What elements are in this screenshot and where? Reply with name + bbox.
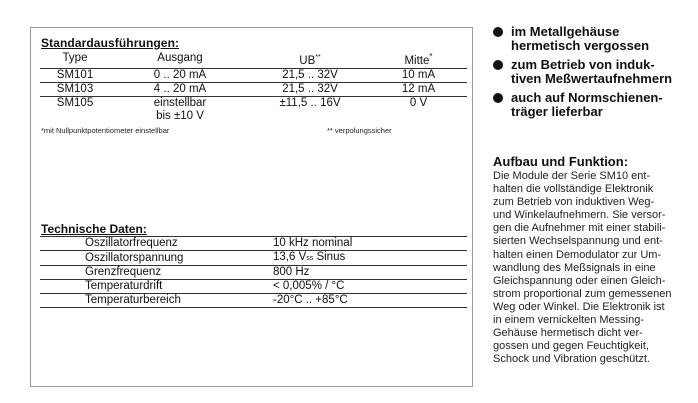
footnote-polarity: ** verpolungssicher (327, 126, 392, 135)
table-row (40, 68, 467, 82)
description-line: wandlung des Meßsignals in eine (493, 261, 656, 274)
description-line: und Winkelaufnehmern. Sie versor- (493, 209, 666, 222)
header-type: Type (40, 50, 110, 68)
table-row (40, 294, 467, 308)
description-line: Die Module der Serie SM10 ent- (493, 170, 651, 182)
tech-value-voltage: 13,6 V (273, 251, 307, 263)
cell-ub: ±11,5 .. 16V (279, 96, 341, 109)
table-row (40, 280, 467, 294)
cell-type: SM105 (56, 96, 94, 109)
technical-table (40, 236, 467, 308)
feature-line: hermetisch vergossen (511, 38, 650, 53)
description-line: halten die vollständige Elektronik (493, 183, 654, 196)
tech-key: Oszillatorspannung (40, 251, 273, 266)
tech-value: < 0,005% / °C (273, 280, 467, 294)
technical-title: Technische Daten: (41, 222, 147, 236)
feature-line: im Metallgehäuse (511, 24, 620, 39)
footnote-potentiometer: *mit Nullpunktpotentiometer einstellbar (41, 126, 170, 135)
header-ausgang: Ausgang (110, 50, 250, 68)
description-line: gossen und gegen Feuchtigkeit, (493, 340, 649, 353)
list-item (493, 25, 698, 53)
tech-value: 800 Hz (273, 266, 467, 280)
feature-line: tiven Meßwertaufnehmern (511, 71, 673, 86)
description-line: Weg oder Winkel. Die Elektronik ist (493, 300, 665, 313)
header-ub-mark: ** (315, 53, 321, 61)
tech-value: 10 kHz nominal (273, 237, 467, 251)
description-line: Schock und Vibration geschützt. (493, 353, 650, 366)
feature-line: auch auf Normschienen- (511, 90, 663, 105)
tech-value: -20°C .. +85°C (273, 294, 467, 308)
feature-list (493, 25, 698, 124)
table-row (40, 251, 467, 266)
header-ub (250, 50, 370, 68)
bullet-dot-icon (493, 60, 503, 70)
table-row (40, 96, 467, 110)
list-item (493, 58, 698, 86)
cell-ub: 21,5 .. 32V (250, 82, 370, 96)
header-ub-label: UB (299, 54, 316, 67)
table-row (40, 110, 467, 123)
bullet-dot-icon (493, 93, 503, 103)
description-line: strom proportional zum gemessenen (493, 287, 672, 300)
tech-value-subscript: ss (306, 255, 314, 262)
header-mitte (370, 50, 467, 68)
description-line: gen die Aufnehmer mit einer stabili- (493, 222, 666, 235)
cell-type: SM101 (40, 68, 110, 82)
feature-line: zum Betrieb von induk- (511, 57, 655, 72)
description-line: Gleichspannung oder einen Gleich- (493, 274, 666, 287)
tech-key: Temperaturbereich (40, 294, 273, 308)
cell-mitte: 0 V (409, 96, 428, 109)
description-line: sierten Wechselspannung und ent- (493, 235, 663, 248)
description-text (493, 170, 693, 366)
cell-ausgang-continued: bis ±10 V (156, 109, 204, 122)
bullet-dot-icon (493, 27, 503, 37)
description-title: Aufbau und Funktion: (493, 154, 629, 169)
cell-mitte: 10 mA (370, 68, 467, 82)
cell-type: SM103 (40, 82, 110, 96)
table-row (40, 237, 467, 251)
cell-ausgang: 0 .. 20 mA (110, 68, 250, 82)
standard-header-row (40, 50, 467, 68)
standard-table (40, 50, 467, 123)
cell-ausgang: 4 .. 20 mA (110, 82, 250, 96)
tech-value (273, 251, 467, 266)
description-line: Gehäuse hermetisch dicht ver- (493, 327, 643, 340)
table-row (40, 82, 467, 96)
tech-key: Grenzfrequenz (40, 266, 273, 280)
cell-ub: 21,5 .. 32V (250, 68, 370, 82)
description-line: in einem vernickelten Messing- (493, 314, 645, 327)
tech-key: Oszillatorfrequenz (40, 237, 273, 251)
tech-key: Temperaturdrift (40, 280, 273, 294)
header-mitte-mark: * (429, 52, 433, 61)
table-row (40, 266, 467, 280)
standard-title: Standardausführungen: (41, 36, 180, 50)
list-item (493, 91, 698, 119)
cell-ausgang: einstellbar (153, 96, 207, 109)
cell-mitte: 12 mA (370, 82, 467, 96)
feature-line: träger lieferbar (511, 104, 603, 119)
spec-panel (30, 27, 473, 387)
description-line: zum Betrieb von induktiven Weg- (493, 196, 655, 209)
header-mitte-label: Mitte (404, 54, 430, 67)
tech-value-waveform: Sinus (313, 251, 346, 263)
description-line: halten einen Demodulator zur Um- (493, 248, 662, 261)
